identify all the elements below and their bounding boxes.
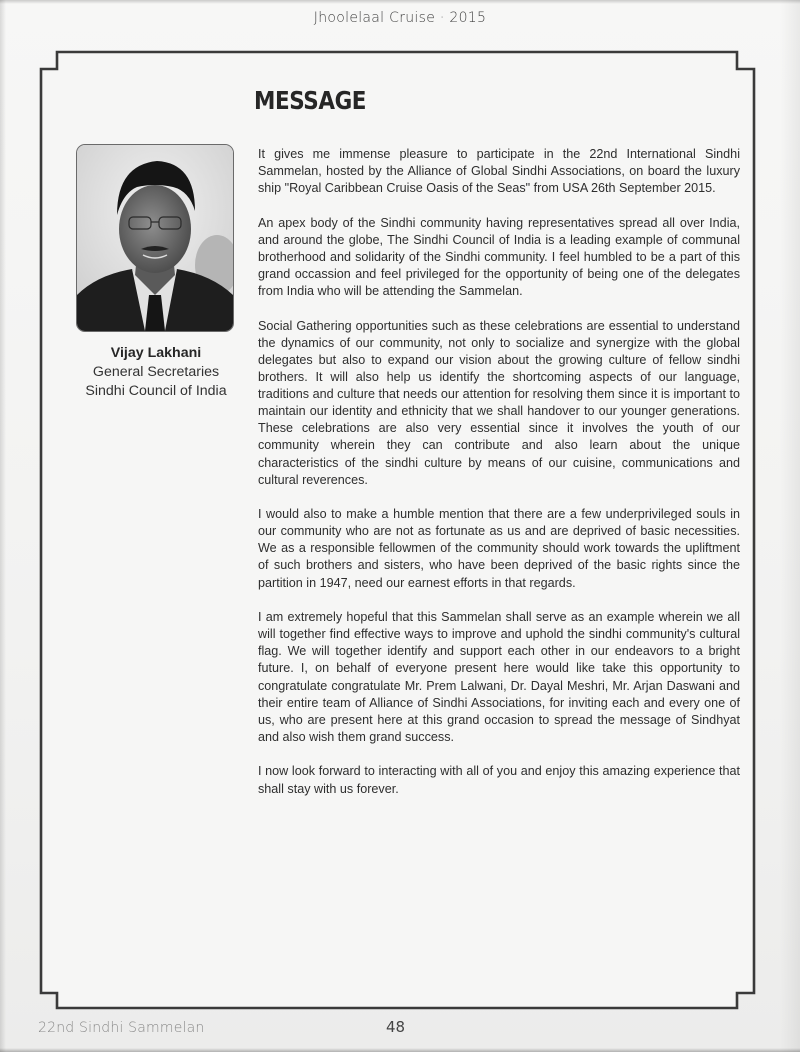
portrait-image-icon bbox=[77, 145, 233, 331]
message-paragraph: I now look forward to interacting with all of you and enjoy this amazing experience that shall stay with us forever. bbox=[258, 764, 740, 796]
author-organization: Sindhi Council of India bbox=[85, 383, 227, 399]
message-body bbox=[258, 146, 740, 815]
message-paragraph: An apex body of the Sindhi community having representatives spread all over India, and around the globe, The Sindhi Council of India is a leading example of communal brotherhood and solidarity of the Sindhi community. I feel humbled to be a part of this grand occassion and feel privileged for the opportunity of being one of the delegates from India who will be attending the Sammelan. bbox=[258, 215, 740, 299]
message-paragraph: I would also to make a humble mention that there are a few underprivileged souls in our community who are not as fortunate as us and are deprived of basic necessities. We as a responsible fellowmen of the community should work towards the upliftment of such brothers and sisters, who have been deprived of the basic rights since the partition in 1947, need our earnest efforts in that regards. bbox=[258, 507, 740, 590]
page-number: 48 bbox=[386, 1018, 406, 1036]
message-paragraph: Social Gathering opportunities such as these celebrations are essential to understand the dynamics of our community, not only to socialize and synergize with the global delegates but also to expand our vision about the growing culture of fellow sindhi brothers. It will also help us identify the shortcoming aspects of our language, traditions and culture that needs our attention for resolving them since it is important to maintain our identity and ethnicity that we shall handover to our younger generations. These celebrations are also very essential since it involves the youth of our community wherein they can contribute and also learn about the unique characteristics of the sindhi culture by means of our cuisine, communications and cultural reverences. bbox=[258, 318, 740, 487]
message-paragraph: I am extremely hopeful that this Sammelan shall serve as an example wherein we all will together find effective ways to improve and uphold the sindhi community's cultural flag. We will together identify and support each other in our endeavors to a bright future. I, on behalf of everyone present here would like take this opportunity to congratulate congratulate Mr. Prem Lalwani, Dr. Dayal Meshri, Mr. Arjan Daswani and their entire team of Alliance of Sindhi Associations, for inviting each and every one of us, who are present here at this grand occasion to spread the message of Sindhyat and also wish them grand success. bbox=[258, 610, 740, 744]
author-position: General Secretaries bbox=[92, 364, 220, 380]
author-name: Vijay Lakhani bbox=[110, 345, 202, 361]
footer-publication-name: 22nd Sindhi Sammelan bbox=[38, 1020, 205, 1036]
author-caption bbox=[68, 344, 244, 401]
running-header: Jhoolelaal Cruise · 2015 bbox=[313, 10, 487, 26]
message-paragraph: It gives me immense pleasure to participate in the 22nd International Sindhi Sammelan, hosted by the Alliance of Global Sindhi Associations, on board the luxury ship "Royal Caribbean Cruise Oasis of the Seas" from USA 26th September 2015. bbox=[258, 147, 740, 196]
page-title: MESSAGE bbox=[254, 86, 367, 115]
author-portrait-photo bbox=[76, 144, 234, 332]
